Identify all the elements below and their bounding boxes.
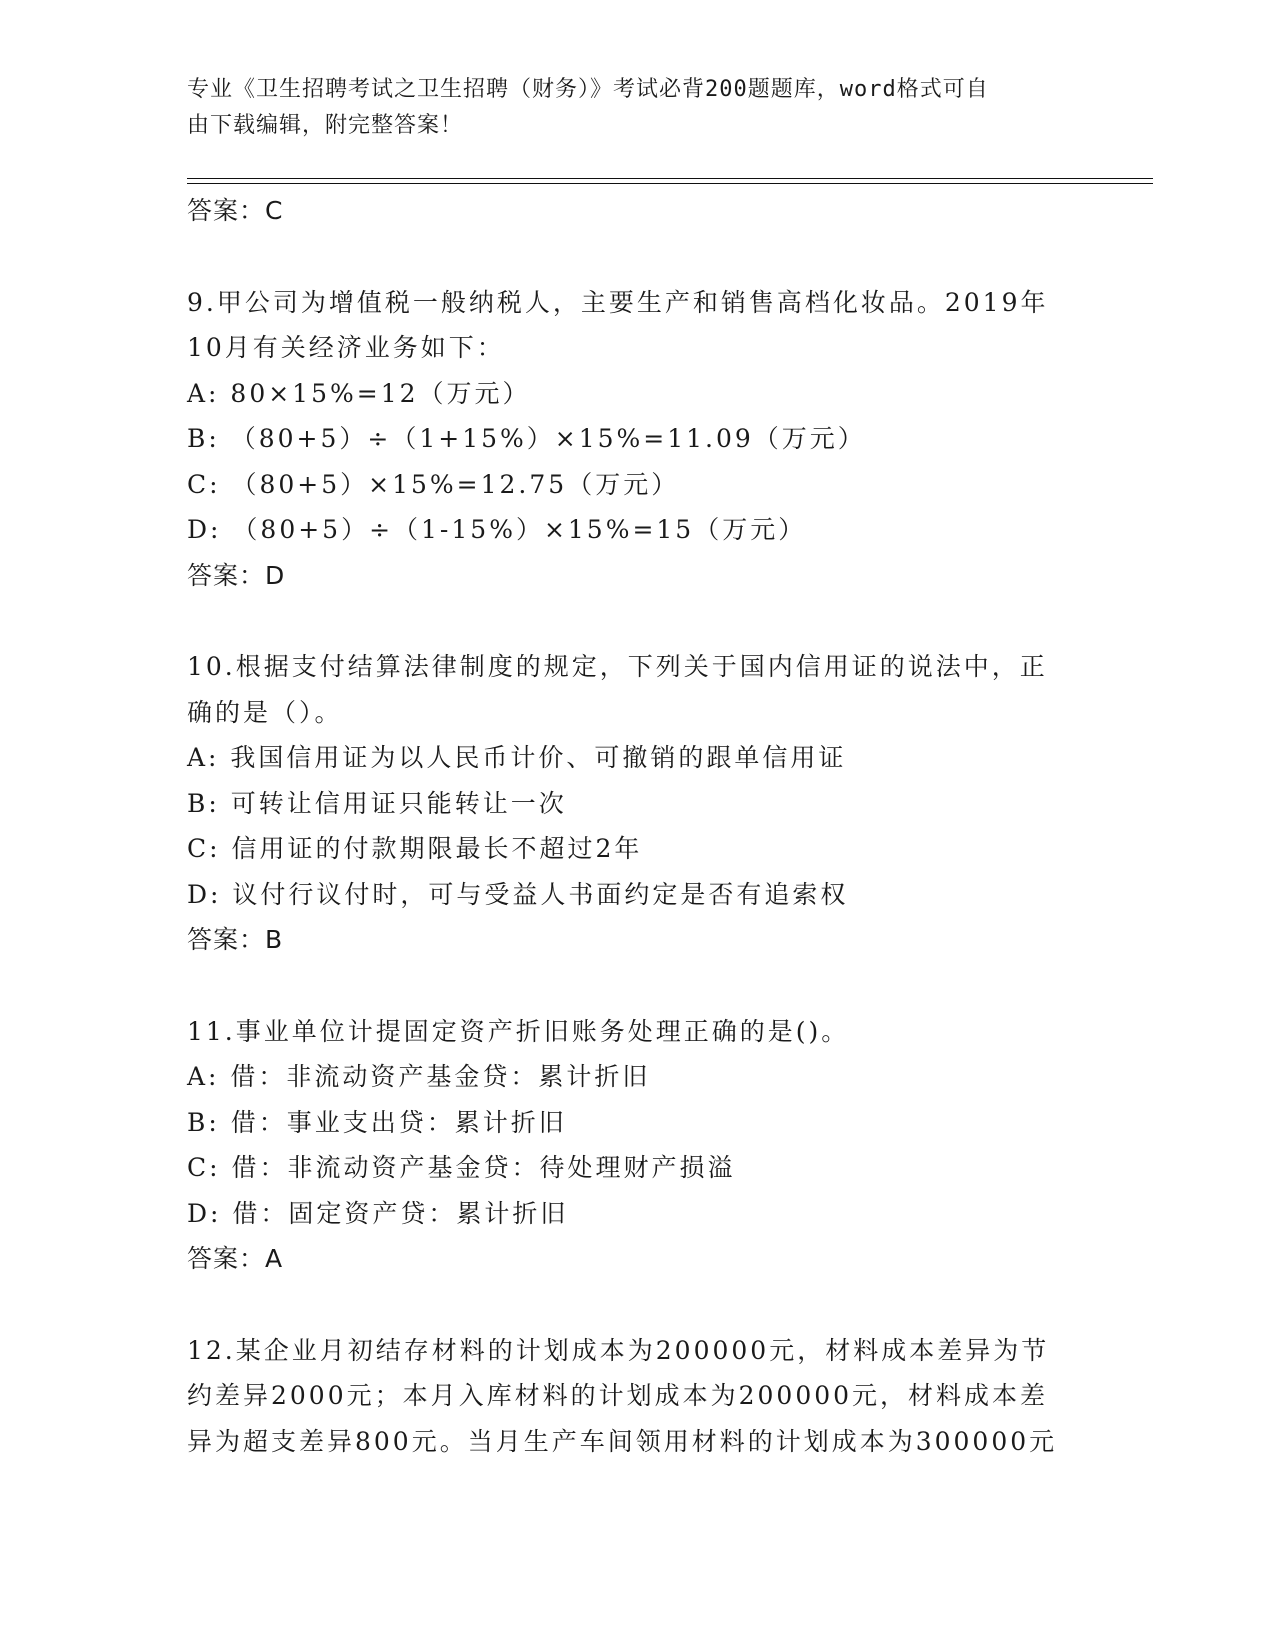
option-c: C: （80+5）×15%=12.75（万元） [187,469,680,499]
option-a: A: 借：非流动资产基金贷：累计折旧 [187,1062,651,1091]
option-c: C: 借：非流动资产基金贷：待处理财产损溢 [187,1153,736,1182]
option-d: D: （80+5）÷（1-15%）×15%=15（万元） [187,515,807,544]
option-b: B: （80+5）÷（1+15%）×15%=11.09（万元） [187,424,866,453]
question-stem-line: 异为超支差异800元。当月生产车间领用材料的计划成本为300000元 [187,1426,1058,1456]
option-a: A: 80×15%=12（万元） [187,378,531,408]
answer: 答案：B [187,925,284,954]
option-d: D: 议付行议付时，可与受益人书面约定是否有追索权 [187,879,849,909]
question-stem-line: 12.某企业月初结存材料的计划成本为200000元，材料成本差异为节 [187,1335,1050,1365]
header-rule-top [187,178,1153,179]
header-line-2: 由下载编辑，附完整答案！ [187,113,464,138]
option-a: A: 我国信用证为以人民币计价、可撤销的跟单信用证 [187,743,847,772]
question-stem-line: 11.事业单位计提固定资产折旧账务处理正确的是()。 [187,1016,850,1046]
question-11 [187,1009,1107,1282]
header-line-1: 专业《卫生招聘考试之卫生招聘（财务）》考试必背200题题库，word格式可自 [187,77,989,102]
question-stem-line: 10.根据支付结算法律制度的规定，下列关于国内信用证的说法中，正 [187,652,1048,681]
answer: 答案：D [187,560,286,590]
option-d: D: 借：固定资产贷：累计折旧 [187,1198,569,1228]
option-b: B: 可转让信用证只能转让一次 [187,788,567,818]
question-9 [187,280,1107,599]
question-10 [187,644,1107,963]
question-stem-line: 确的是（）。 [187,697,343,727]
header-rule-bottom [187,183,1153,184]
question-stem-line: 10月有关经济业务如下： [187,333,505,362]
previous-answer: 答案：C [187,196,284,225]
page-header [187,72,1067,144]
answer: 答案：A [187,1244,284,1273]
question-12 [187,1328,1107,1465]
document-body [187,188,1107,1464]
option-b: B: 借：事业支出贷：累计折旧 [187,1107,567,1137]
option-c: C: 信用证的付款期限最长不超过2年 [187,834,643,863]
question-stem-line: 约差异2000元；本月入库材料的计划成本为200000元，材料成本差 [187,1381,1049,1410]
question-stem-line: 9.甲公司为增值税一般纳税人，主要生产和销售高档化妆品。2019年 [187,287,1049,317]
